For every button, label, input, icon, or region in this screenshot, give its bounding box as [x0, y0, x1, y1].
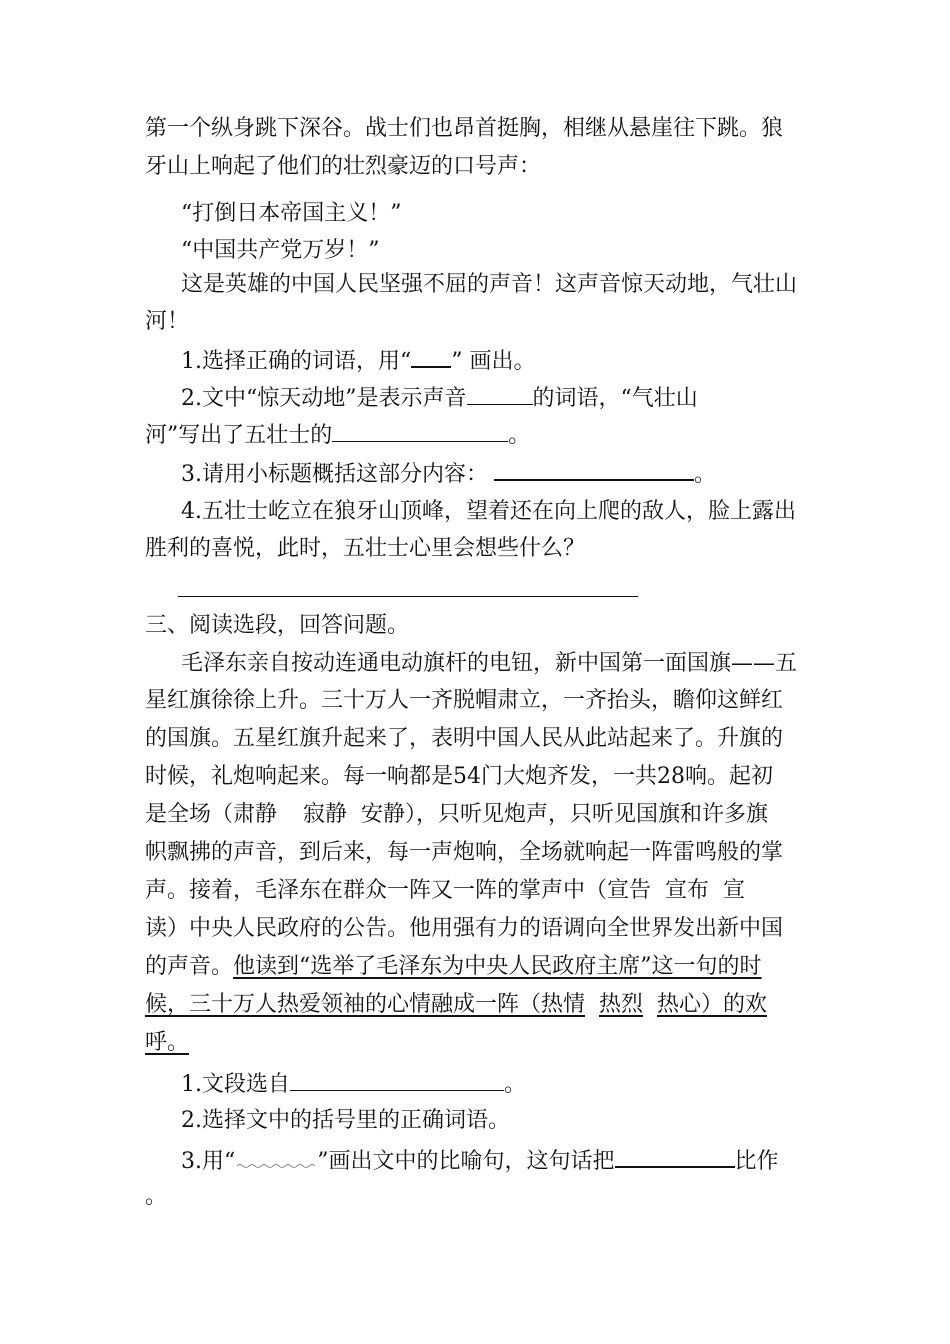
question-1-1 [181, 344, 536, 374]
question-3-1 [181, 1068, 526, 1098]
question-1-3 [181, 457, 716, 487]
passage-line-1: 第一个纵身跳下深谷。战士们也昂首挺胸，相继从悬崖往下跳。狼 [145, 116, 784, 141]
answer-blank[interactable] [494, 457, 694, 481]
slogan-1: “打倒日本帝国主义！” [181, 201, 402, 226]
passage3-line-10 [145, 990, 767, 1020]
passage3-line-3: 的国旗。五星红旗升起来了，表明中国人民从此站起来了。升旗的 [145, 726, 784, 751]
passage3-line-2: 星红旗徐徐上升。三十万人一齐脱帽肃立，一齐抬头，瞻仰这鲜红 [145, 688, 784, 713]
answer-blank[interactable] [290, 1068, 504, 1091]
passage3-line-1: 毛泽东亲自按动连通电动旗杆的电钮，新中国第一面国旗——五 [181, 651, 798, 676]
passage3-line-6: 帜飘拂的声音，到后来，每一声炮响，全场就响起一阵雷鸣般的掌 [145, 840, 784, 865]
passage-text: 是全场（肃静 [145, 802, 278, 827]
passage3-line-8: 读）中央人民政府的公告。他用强有力的语调向全世界发出新中国 [145, 916, 784, 941]
answer-blank[interactable] [332, 419, 508, 442]
answer-blank[interactable] [467, 382, 533, 405]
section-heading: 三、阅读选段，回答问题。 [145, 613, 410, 638]
passage3-line-11: 呼。 [145, 1030, 190, 1055]
passage-line-6: 河！ [145, 309, 190, 334]
passage-text: 宣 [723, 878, 746, 903]
word-choice: 宣布 [665, 878, 710, 903]
passage3-line-4: 时候，礼炮响起来。每一响都是54门大炮齐发，一共28响。起初 [145, 764, 773, 789]
question-text: 的词语，“气壮山 [532, 386, 698, 411]
answer-line[interactable] [178, 596, 638, 597]
underlined-sentence: 他读到“选举了毛泽东为中央人民政府主席”这一句的时 [233, 954, 762, 979]
passage-line-5: 这是英雄的中国人民坚强不屈的声音！这声音惊天动地，气壮山 [181, 272, 798, 297]
question-text: 比作 [734, 1149, 779, 1174]
word-choice: 热烈 [599, 992, 644, 1017]
wavy-underline-sample [235, 1146, 317, 1168]
question-text: 。 [508, 423, 531, 448]
question-3-3-end: 。 [145, 1184, 168, 1209]
question-text: 3.用“ [181, 1149, 236, 1174]
question-text: ” 画出。 [451, 349, 536, 374]
passage-text: 候，三十万人热爱领袖的心情融成一阵（热情 [145, 992, 586, 1017]
underline-sample [411, 344, 451, 368]
question-text: ”画出文中的比喻句，这句话把 [317, 1149, 615, 1174]
passage-text: 的声音。 [145, 954, 234, 979]
question-text: 1.文段选自 [181, 1072, 290, 1097]
question-1-4-cont: 胜利的喜悦，此时，五壮士心里会想些什么？ [145, 536, 586, 561]
passage-line-2: 牙山上响起了他们的壮烈豪迈的口号声： [145, 154, 542, 179]
question-text: 2.文中“惊天动地”是表示声音 [181, 386, 467, 411]
question-1-4: 4.五壮士屹立在狼牙山顶峰，望着还在向上爬的敌人，脸上露出 [181, 499, 796, 524]
question-text: 河”写出了五壮士的 [145, 423, 333, 448]
passage-text: 安静），只听见炮声，只听见国旗和许多旗 [361, 802, 769, 827]
question-3-2: 2.选择文中的括号里的正确词语。 [181, 1108, 510, 1133]
answer-blank[interactable] [615, 1144, 735, 1168]
question-1-2-cont [145, 419, 530, 449]
passage-text: 热心）的欢 [657, 992, 768, 1017]
passage3-line-9 [145, 952, 762, 982]
question-text: 1.选择正确的词语，用“ [181, 349, 412, 374]
slogan-2: “中国共产党万岁！” [181, 238, 380, 263]
passage-text: 声。接着，毛泽东在群众一阵又一阵的掌声中（宣告 [145, 878, 652, 903]
passage3-line-5 [145, 800, 768, 830]
word-choice: 寂静 [303, 802, 348, 827]
question-3-3 [181, 1144, 779, 1174]
passage3-line-7 [145, 876, 745, 906]
question-1-2 [181, 382, 698, 412]
question-text: 。 [694, 462, 717, 487]
question-text: 。 [504, 1072, 527, 1097]
question-text: 3.请用小标题概括这部分内容： [181, 462, 488, 487]
